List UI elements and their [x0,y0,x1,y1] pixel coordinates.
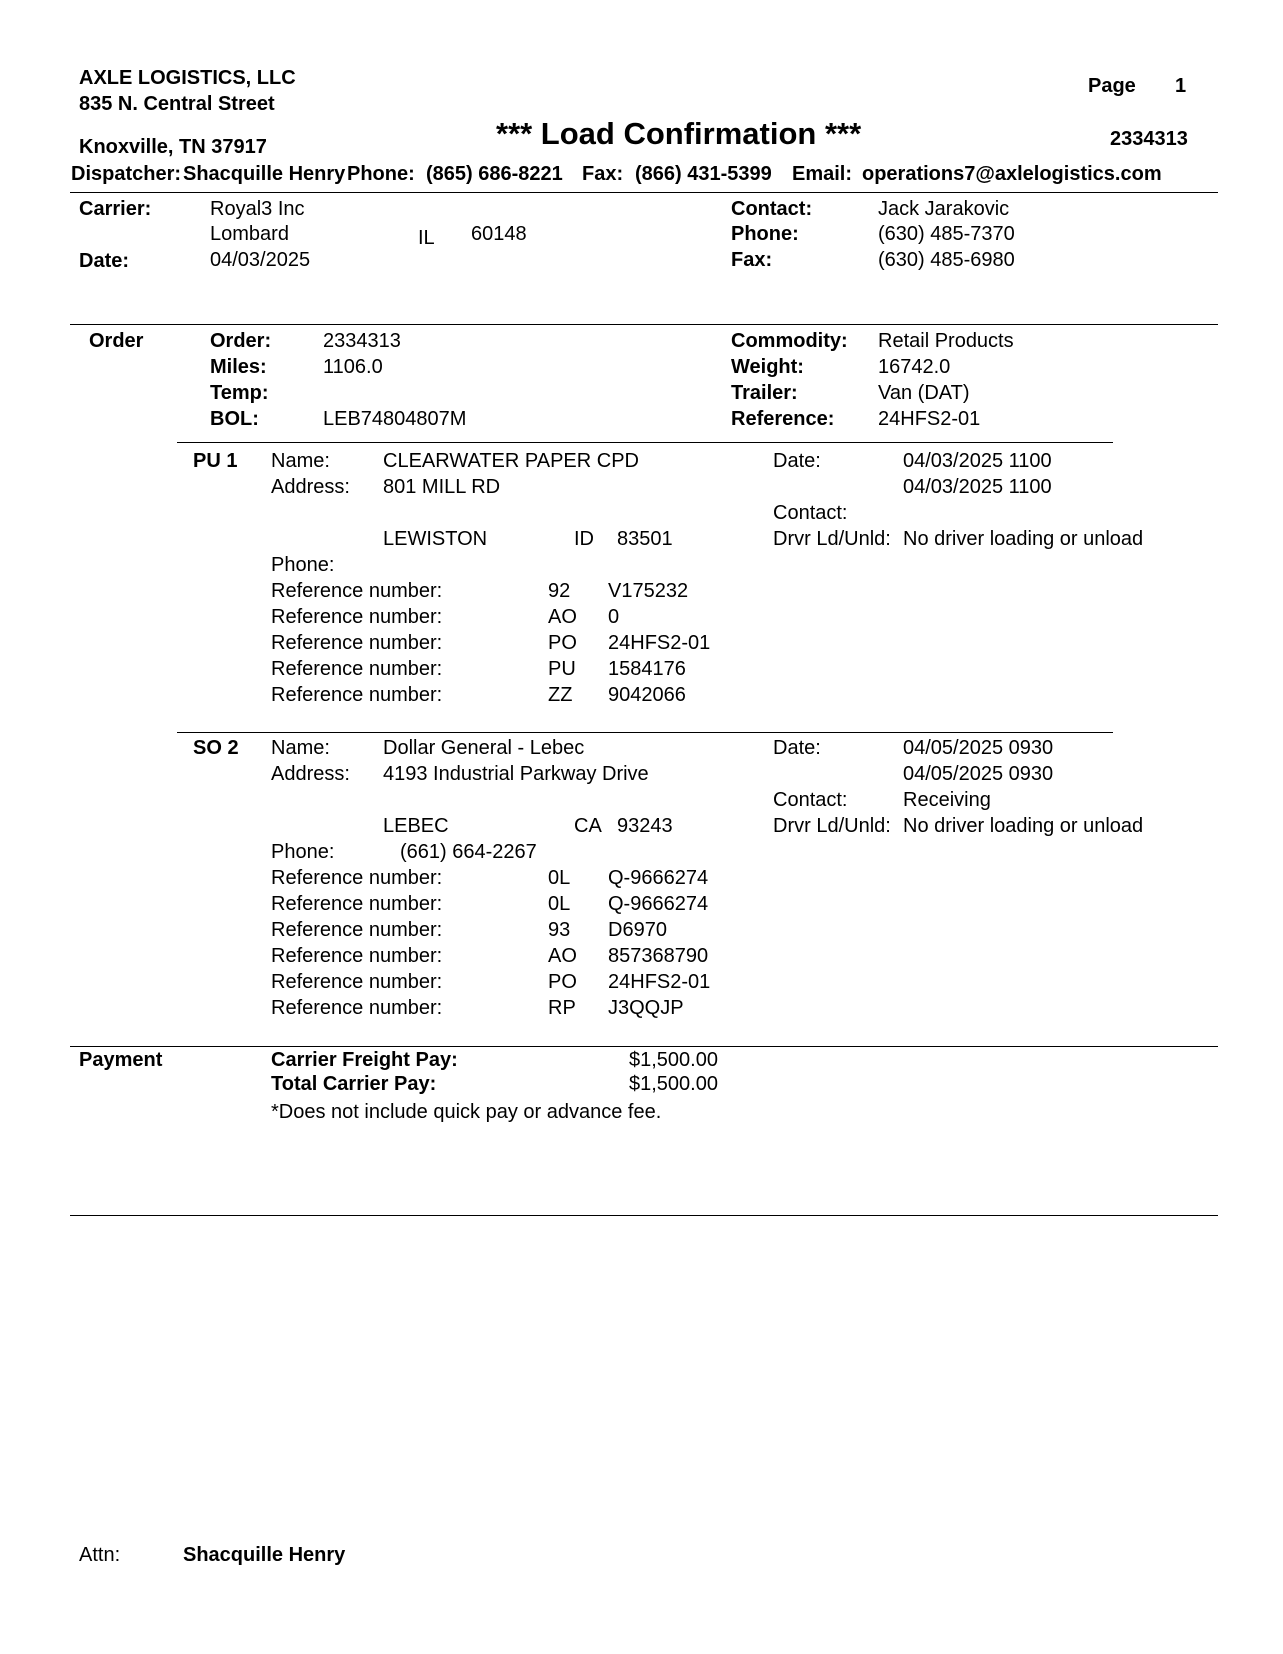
stop-city: LEBEC [383,815,449,837]
carrier-phone: (630) 485-7370 [878,223,1015,245]
reference-row [0,867,1283,893]
reference-value: 24HFS2-01 [878,408,981,430]
carrier-date: 04/03/2025 [210,249,311,271]
dispatch-phone-label: Phone: [347,163,415,185]
divider-footer [70,1215,1218,1216]
reference-row-value: 857368790 [608,945,709,967]
carrier-name: Royal3 Inc [210,198,305,220]
bol-value: LEB74804807M [323,408,467,430]
stop-date-2: 04/05/2025 0930 [903,763,1054,785]
order-number: 2334313 [323,330,401,352]
dispatcher-name: Shacquille Henry [183,163,346,185]
order-section-label: Order [89,330,144,352]
carrier-contact-label: Contact: [731,198,813,220]
carrier-fax: (630) 485-6980 [878,249,1015,271]
stop-city: LEWISTON [383,528,488,550]
stop-date-label: Date: [773,450,821,472]
page-label: Page [1088,75,1136,97]
load-number: 2334313 [1110,128,1188,150]
stop-label: PU 1 [193,450,238,472]
reference-row-code: 92 [548,580,571,602]
reference-row-code: AO [548,945,577,967]
stop-label: SO 2 [193,737,239,759]
payment-note: *Does not include quick pay or advance fee. [271,1101,662,1123]
stop-address: 4193 Industrial Parkway Drive [383,763,649,785]
reference-row-label: Reference number: [271,580,443,602]
stop-phone-label: Phone: [271,841,335,863]
dispatcher-label: Dispatcher: [71,163,182,185]
reference-row-value: Q-9666274 [608,893,709,915]
trailer-value: Van (DAT) [878,382,970,404]
trailer-label: Trailer: [731,382,798,404]
dispatch-fax-label: Fax: [582,163,624,185]
dispatch-phone: (865) 686-8221 [426,163,563,185]
reference-row-label: Reference number: [271,684,443,706]
reference-row-value: Q-9666274 [608,867,709,889]
company-name: AXLE LOGISTICS, LLC [79,67,296,89]
stop-contact: Receiving [903,789,991,811]
reference-row [0,684,1283,710]
reference-row-value: D6970 [608,919,667,941]
total-pay-label: Total Carrier Pay: [271,1073,437,1095]
weight-label: Weight: [731,356,804,378]
temp-label: Temp: [210,382,269,404]
divider-stop-1 [177,442,1113,443]
stop-name: Dollar General - Lebec [383,737,585,759]
reference-row [0,658,1283,684]
reference-row-value: J3QQJP [608,997,684,1019]
total-pay-value: $1,500.00 [629,1073,718,1095]
carrier-date-label: Date: [79,250,130,272]
bol-label: BOL: [210,408,259,430]
stop-address-label: Address: [271,476,350,498]
divider-carrier [70,324,1218,325]
stop-drvr-value: No driver loading or unload [903,528,1144,550]
reference-row [0,945,1283,971]
commodity-value: Retail Products [878,330,1014,352]
reference-row-label: Reference number: [271,945,443,967]
stop-drvr-label: Drvr Ld/Unld: [773,815,891,837]
stop-state: CA [574,815,602,837]
stop-date-1: 04/05/2025 0930 [903,737,1054,759]
reference-row-label: Reference number: [271,606,443,628]
reference-row [0,580,1283,606]
dispatch-email: operations7@axlelogistics.com [862,163,1162,185]
carrier-fax-label: Fax: [731,249,773,271]
carrier-city: Lombard [210,223,289,245]
carrier-zip: 60148 [471,223,527,245]
reference-row [0,919,1283,945]
stop-date-label: Date: [773,737,821,759]
reference-row-code: PO [548,632,577,654]
reference-row-value: 1584176 [608,658,686,680]
stop-contact-label: Contact: [773,789,848,811]
stop-drvr-value: No driver loading or unload [903,815,1144,837]
reference-row-code: ZZ [548,684,573,706]
reference-row-label: Reference number: [271,971,443,993]
stop-date-2: 04/03/2025 1100 [903,476,1052,498]
miles-label: Miles: [210,356,267,378]
reference-label: Reference: [731,408,835,430]
stop-contact-label: Contact: [773,502,848,524]
reference-row [0,632,1283,658]
reference-row-code: 93 [548,919,571,941]
attn-name: Shacquille Henry [183,1544,346,1566]
divider-stop-2 [177,732,1113,733]
carrier-contact: Jack Jarakovic [878,198,1010,220]
miles-value: 1106.0 [323,356,383,378]
reference-row-value: 24HFS2-01 [608,632,711,654]
attn-label: Attn: [79,1544,121,1566]
reference-row-label: Reference number: [271,867,443,889]
carrier-state: IL [418,227,435,249]
reference-row [0,971,1283,997]
reference-row-label: Reference number: [271,893,443,915]
reference-row-code: AO [548,606,577,628]
reference-row-value: 0 [608,606,620,628]
payment-section-label: Payment [79,1049,163,1071]
reference-row-value: 24HFS2-01 [608,971,711,993]
company-city: Knoxville, TN 37917 [79,136,267,158]
reference-row-code: RP [548,997,576,1019]
weight-value: 16742.0 [878,356,951,378]
commodity-label: Commodity: [731,330,848,352]
stop-name-label: Name: [271,737,330,759]
reference-row [0,606,1283,632]
stop-drvr-label: Drvr Ld/Unld: [773,528,891,550]
dispatch-fax: (866) 431-5399 [635,163,772,185]
reference-row-code: PU [548,658,576,680]
divider-payment [70,1046,1218,1047]
stop-zip: 83501 [617,528,673,550]
reference-row-code: 0L [548,867,571,889]
page-number: 1 [1175,75,1187,97]
order-number-label: Order: [210,330,272,352]
stop-state: ID [574,528,594,550]
company-street: 835 N. Central Street [79,93,275,115]
dispatch-email-label: Email: [792,163,853,185]
freight-pay-label: Carrier Freight Pay: [271,1049,458,1071]
reference-row-label: Reference number: [271,919,443,941]
reference-row-value: 9042066 [608,684,686,706]
freight-pay-value: $1,500.00 [629,1049,718,1071]
stop-zip: 93243 [617,815,673,837]
reference-row-value: V175232 [608,580,689,602]
carrier-label: Carrier: [79,198,152,220]
stop-phone-label: Phone: [271,554,335,576]
reference-row-label: Reference number: [271,632,443,654]
stop-name-label: Name: [271,450,330,472]
stop-date-1: 04/03/2025 1100 [903,450,1052,472]
reference-row-code: PO [548,971,577,993]
reference-row [0,893,1283,919]
stop-phone: (661) 664-2267 [400,841,537,863]
reference-row [0,997,1283,1023]
divider-header [70,192,1218,193]
carrier-phone-label: Phone: [731,223,799,245]
stop-address: 801 MILL RD [383,476,501,498]
document-title: *** Load Confirmation *** [496,116,862,151]
stop-name: CLEARWATER PAPER CPD [383,450,639,472]
reference-row-code: 0L [548,893,571,915]
reference-row-label: Reference number: [271,997,443,1019]
stop-address-label: Address: [271,763,350,785]
reference-row-label: Reference number: [271,658,443,680]
